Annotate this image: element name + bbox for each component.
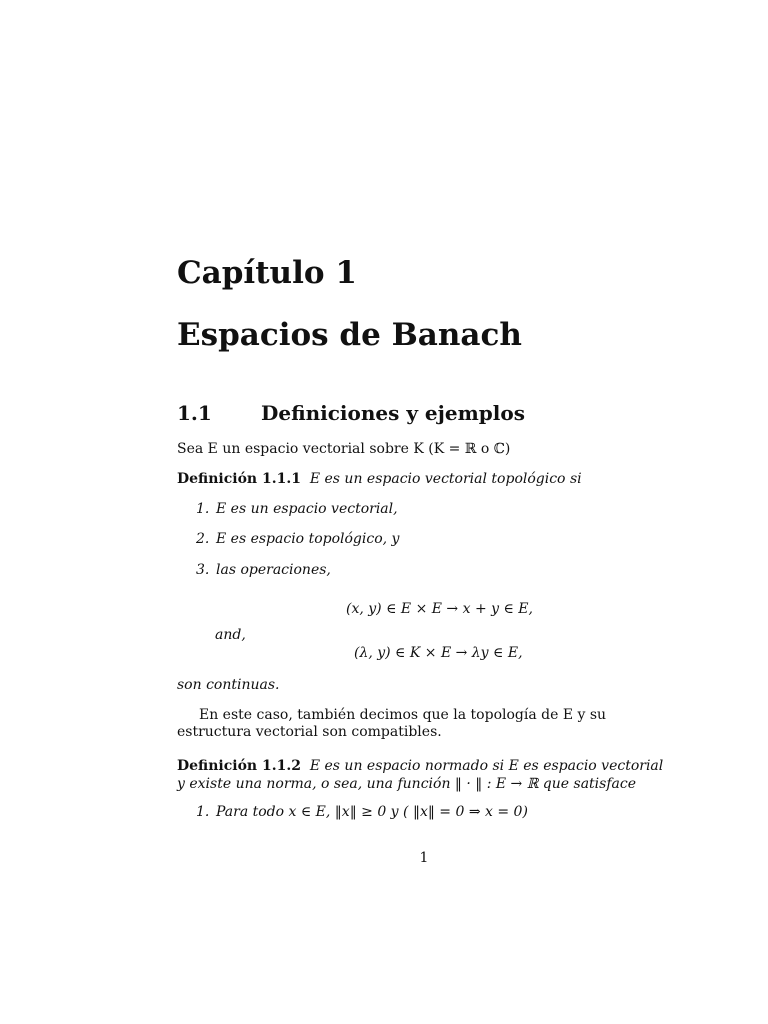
intro-text: Sea E un espacio vectorial sobre K (K = ℝ o ℂ) <box>177 441 511 457</box>
list-item-text: E es espacio topológico, y <box>216 531 400 547</box>
definition-2 <box>177 757 673 793</box>
list-item <box>196 562 331 578</box>
list-item <box>196 501 398 517</box>
equation-scalar-multiplication: (λ, y) ∈ K × E → λy ∈ E, <box>354 645 523 661</box>
definition-1 <box>177 471 582 487</box>
definition-1-closing: son continuas. <box>177 677 280 693</box>
list-item <box>196 804 528 820</box>
connector-text: and, <box>215 627 246 643</box>
list-item-number: 1. <box>196 804 210 820</box>
list-item-number: 2. <box>196 531 210 547</box>
equation-addition: (x, y) ∈ E × E → x + y ∈ E, <box>346 601 533 617</box>
body-paragraph: En este caso, también decimos que la topología de E y su estructura vectorial son compatibles. <box>177 707 607 740</box>
list-item-number: 3. <box>196 562 210 578</box>
list-item-text: las operaciones, <box>216 562 331 578</box>
chapter-label: Capítulo 1 <box>177 255 357 291</box>
list-item-number: 1. <box>196 501 210 517</box>
page-number <box>0 850 768 866</box>
definition-2-text: E es un espacio normado si E es espacio vectorial y existe una norma, o sea, una función ‖ · ‖ : E → ℝ que satisface <box>177 758 664 792</box>
section-number: 1.1 <box>177 401 212 425</box>
page-number-text: 1 <box>419 850 429 866</box>
chapter-title: Espacios de Banach <box>177 317 522 353</box>
list-item <box>196 531 399 547</box>
definition-1-label: Definición 1.1.1 <box>177 471 301 487</box>
definition-1-text: E es un espacio vectorial topológico si <box>309 471 582 487</box>
list-item-text: Para todo x ∈ E, ‖x‖ ≥ 0 y ( ‖x‖ = 0 ⇒ x = 0) <box>216 804 528 820</box>
section-title: Definiciones y ejemplos <box>261 401 525 425</box>
definition-2-label: Definición 1.1.2 <box>177 758 301 774</box>
list-item-text: E es un espacio vectorial, <box>216 501 398 517</box>
section-heading <box>177 401 525 425</box>
